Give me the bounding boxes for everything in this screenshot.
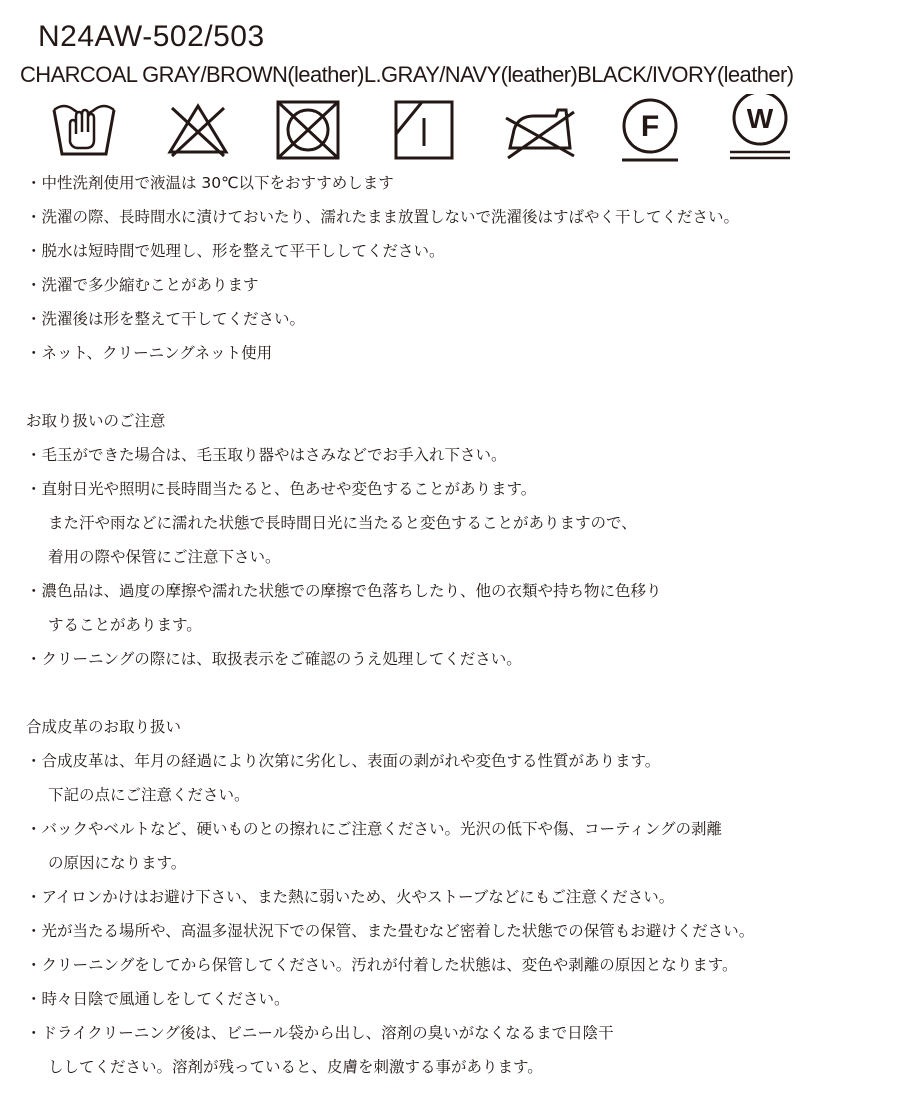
synthetic-leather-item-continued: 下記の点にご注意ください。 [48, 786, 250, 804]
hand-wash-icon [48, 94, 120, 164]
line-dry-shade-icon [390, 94, 462, 164]
synthetic-leather-item: ・合成皮革は、年月の経過により次第に劣化し、表面の剥がれや変色する性質があります。 [26, 752, 661, 770]
synthetic-leather-item-continued: ししてください。溶剤が残っていると、皮膚を刺激する事があります。 [48, 1058, 543, 1076]
dry-clean-f-icon [614, 94, 686, 170]
washing-item: ・中性洗剤使用で液温は 30℃以下をおすすめします [26, 174, 394, 192]
care-instructions [26, 166, 916, 1084]
care-symbols [0, 94, 920, 174]
wet-clean-letter: W [746, 103, 774, 134]
product-code: N24AW-502/503 [38, 20, 265, 53]
color-variants: CHARCOAL GRAY/BROWN(leather)L.GRAY/NAVY(leather)BLACK/IVORY(leather) [20, 62, 794, 87]
washing-item: ・ネット、クリーニングネット使用 [26, 344, 273, 362]
handling-item-continued: 着用の際や保管にご注意下さい。 [48, 548, 281, 566]
washing-item: ・脱水は短時間で処理し、形を整えて平干ししてください。 [26, 242, 445, 260]
handling-item: ・濃色品は、過度の摩擦や濡れた状態での摩擦で色落ちしたり、他の衣類や持ち物に色移り [26, 582, 662, 600]
washing-item: ・洗濯後は形を整えて干してください。 [26, 310, 306, 328]
synthetic-leather-heading: 合成皮革のお取り扱い [26, 718, 182, 736]
washing-item: ・洗濯で多少縮むことがあります [26, 276, 259, 294]
handling-item-continued: また汗や雨などに濡れた状態で長時間日光に当たると変色することがありますので、 [48, 514, 637, 532]
synthetic-leather-item: ・アイロンかけはお避け下さい、また熱に弱いため、火やストーブなどにもご注意ください。 [26, 888, 675, 906]
handling-heading: お取り扱いのご注意 [26, 412, 166, 430]
handling-item-continued: することがあります。 [48, 616, 202, 634]
no-tumble-dry-icon [272, 94, 344, 164]
dry-clean-letter: F [640, 110, 660, 143]
no-iron-icon [500, 94, 580, 164]
handling-item: ・直射日光や照明に長時間当たると、色あせや変色することがあります。 [26, 480, 537, 498]
synthetic-leather-item: ・光が当たる場所や、高温多湿状況下での保管、また畳むなど密着した状態での保管もお避けください。 [26, 922, 755, 940]
synthetic-leather-item-continued: の原因になります。 [48, 854, 187, 872]
handling-item: ・毛玉ができた場合は、毛玉取り器やはさみなどでお手入れ下さい。 [26, 446, 507, 464]
handling-item: ・クリーニングの際には、取扱表示をご確認のうえ処理してください。 [26, 650, 522, 668]
synthetic-leather-item: ・バックやベルトなど、硬いものとの擦れにご注意ください。光沢の低下や傷、コーティングの剥離 [26, 820, 722, 838]
synthetic-leather-item: ・クリーニングをしてから保管してください。汚れが付着した状態は、変色や剥離の原因となります。 [26, 956, 738, 974]
synthetic-leather-item: ・時々日陰で風通しをしてください。 [26, 990, 290, 1008]
washing-item: ・洗濯の際、長時間水に漬けておいたり、濡れたまま放置しないで洗濯後はすばやく干してください。 [26, 208, 740, 226]
wet-clean-w-icon [724, 94, 796, 170]
synthetic-leather-item: ・ドライクリーニング後は、ビニール袋から出し、溶剤の臭いがなくなるまで日陰干 [26, 1024, 614, 1042]
no-bleach-icon [162, 94, 234, 164]
